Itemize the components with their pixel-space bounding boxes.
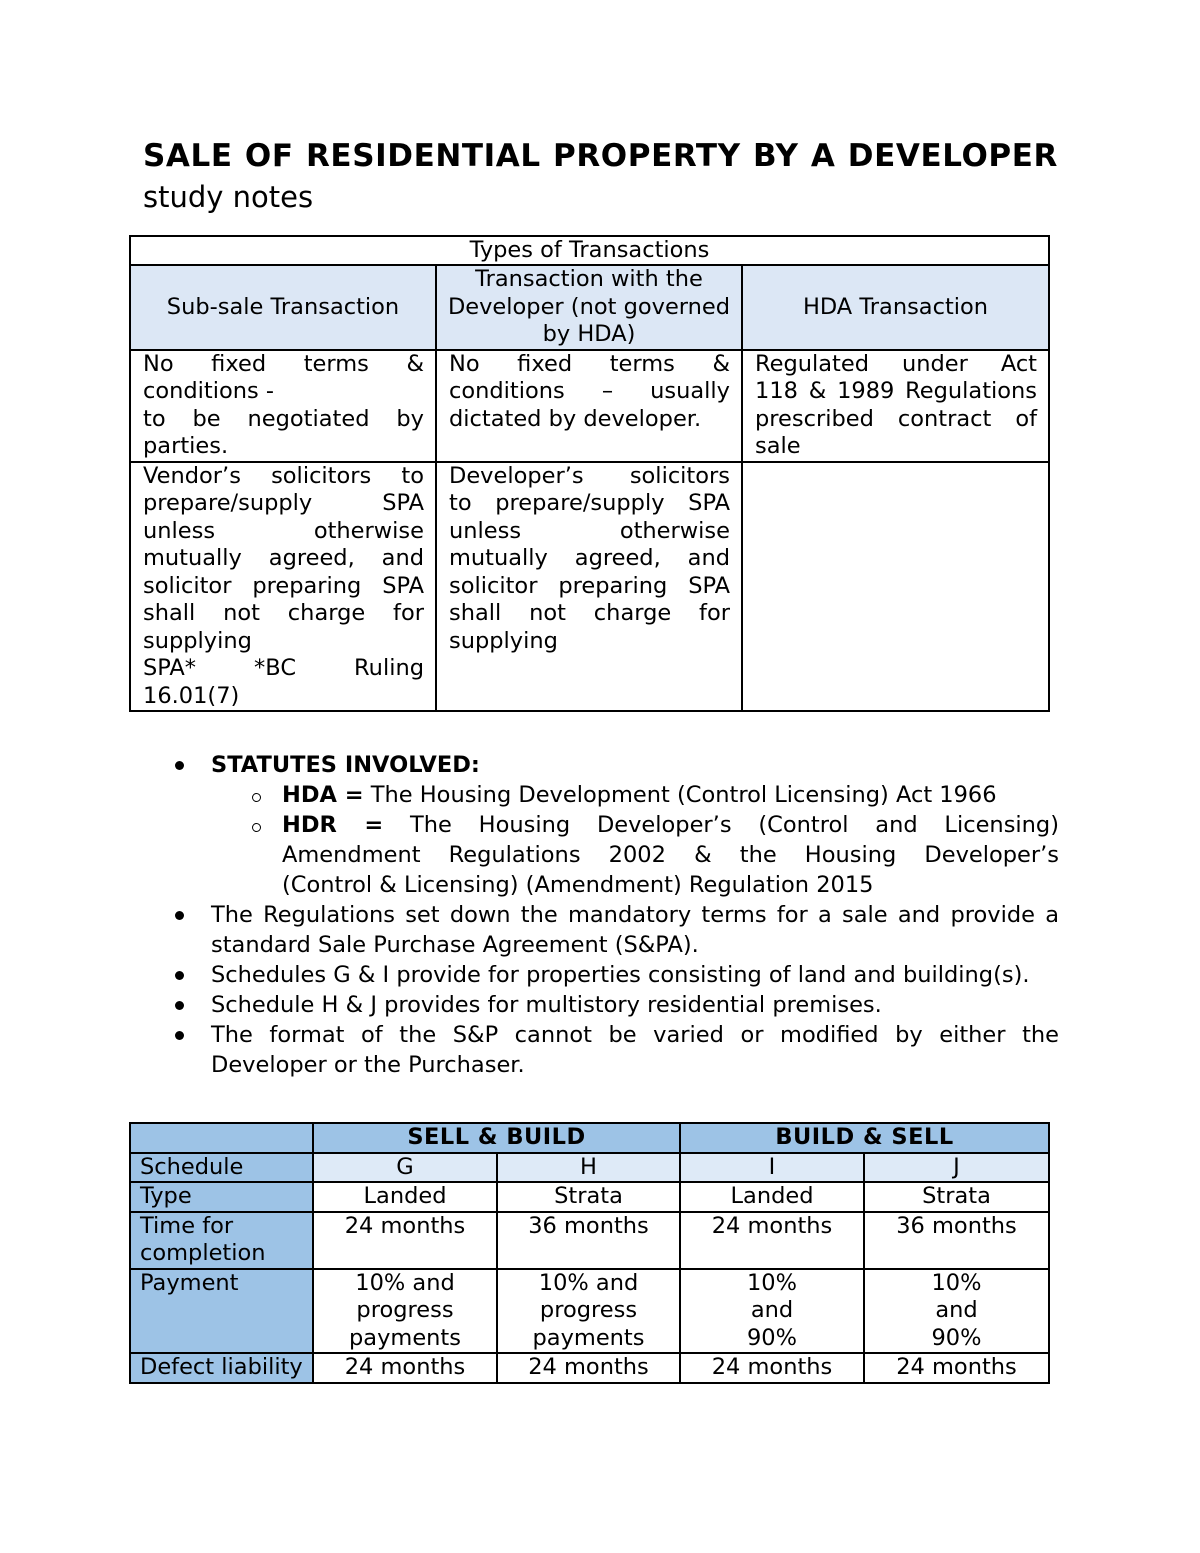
bullet-icon [175,911,184,920]
list-item [173,780,1059,810]
table-cell: 24 months [313,1353,497,1383]
schedule-i: I [680,1153,864,1183]
group-sell-and-build: SELL & BUILD [313,1123,680,1153]
list-item [173,750,1059,780]
cell-hda-spa [742,462,1049,712]
bullet-icon [175,1031,184,1040]
list-item: Schedule H & J provides for multistory residential premises. [173,990,1059,1020]
list-item: Schedules G & I provide for properties consisting of land and building(s). [173,960,1059,990]
table-cell: 24 months [680,1212,864,1269]
header-sub-sale: Sub-sale Transaction [130,265,436,350]
table-cell: Landed [680,1182,864,1212]
list-item: HDR = The Housing Developer’s (Control and Licensing) Amendment Regulations 2002 & the Housing Developer’s (Control & Licensing) (Amendment) Regulation 2015 [173,810,1059,900]
transactions-table [129,235,1050,712]
header-developer-transaction: Transaction with the Developer (not governed by HDA) [436,265,742,350]
hdr-text: The Housing Developer’s (Control and Licensing) [383,812,1059,838]
table-cell: Strata [497,1182,680,1212]
table-cell: 10% and 90% [864,1269,1049,1354]
circle-bullet-icon [252,793,261,802]
bullet-list [173,750,1059,1080]
bullet-icon [175,1001,184,1010]
cell-developer-terms: No fixed terms & conditions – usually dictated by developer. [436,350,742,462]
group-build-and-sell: BUILD & SELL [680,1123,1049,1153]
bullet-icon [175,761,184,770]
table-cell: Strata [864,1182,1049,1212]
schedule-h: H [497,1153,680,1183]
table-cell: Landed [313,1182,497,1212]
cell-hda-terms: Regulated under Act 118 & 1989 Regulations prescribed contract of sale [742,350,1049,462]
table-cell: 36 months [864,1212,1049,1269]
table-cell: 36 months [497,1212,680,1269]
schedule-j: J [864,1153,1049,1183]
hda-key: HDA = [282,782,364,808]
transactions-table-caption: Types of Transactions [130,236,1049,265]
table-cell: 24 months [680,1353,864,1383]
hda-text: The Housing Development (Control Licensing) Act 1966 [363,782,997,808]
row-label-defect: Defect liability [130,1353,313,1383]
circle-bullet-icon [252,823,261,832]
bullet-icon [175,971,184,980]
cell-sub-sale-spa: Vendor’s solicitors to prepare/supply SPA unless otherwise mutually agreed, and solicitor preparing SPA shall not charge for supplying SPA* *BC Ruling 16.01(7) [130,462,436,712]
table-corner-cell [130,1123,313,1153]
row-label-type: Type [130,1182,313,1212]
row-label-payment: Payment [130,1269,313,1354]
hdr-key: HDR = [282,812,384,838]
table-cell: 10% and 90% [680,1269,864,1354]
row-label-schedule: Schedule [130,1153,313,1183]
table-cell: 10% and progress payments [497,1269,680,1354]
table-cell: 24 months [864,1353,1049,1383]
table-cell: 24 months [497,1353,680,1383]
header-hda-transaction: HDA Transaction [742,265,1049,350]
cell-developer-spa: Developer’s solicitors to prepare/supply SPA unless otherwise mutually agreed, and solicitor preparing SPA shall not charge for supplying [436,462,742,712]
page-title: SALE OF RESIDENTIAL PROPERTY BY A DEVELOPER [143,138,1058,174]
page-subtitle: study notes [143,180,314,214]
cell-sub-sale-terms: No fixed terms & conditions - to be negotiated by parties. [130,350,436,462]
row-label-completion: Time for completion [130,1212,313,1269]
list-item: The format of the S&P cannot be varied or modified by either the Developer or the Purchaser. [173,1020,1059,1080]
table-cell: 24 months [313,1212,497,1269]
schedule-table [129,1122,1050,1384]
statutes-heading: STATUTES INVOLVED: [211,752,480,778]
schedule-g: G [313,1153,497,1183]
table-cell: 10% and progress payments [313,1269,497,1354]
list-item: The Regulations set down the mandatory terms for a sale and provide a standard Sale Purchase Agreement (S&PA). [173,900,1059,960]
